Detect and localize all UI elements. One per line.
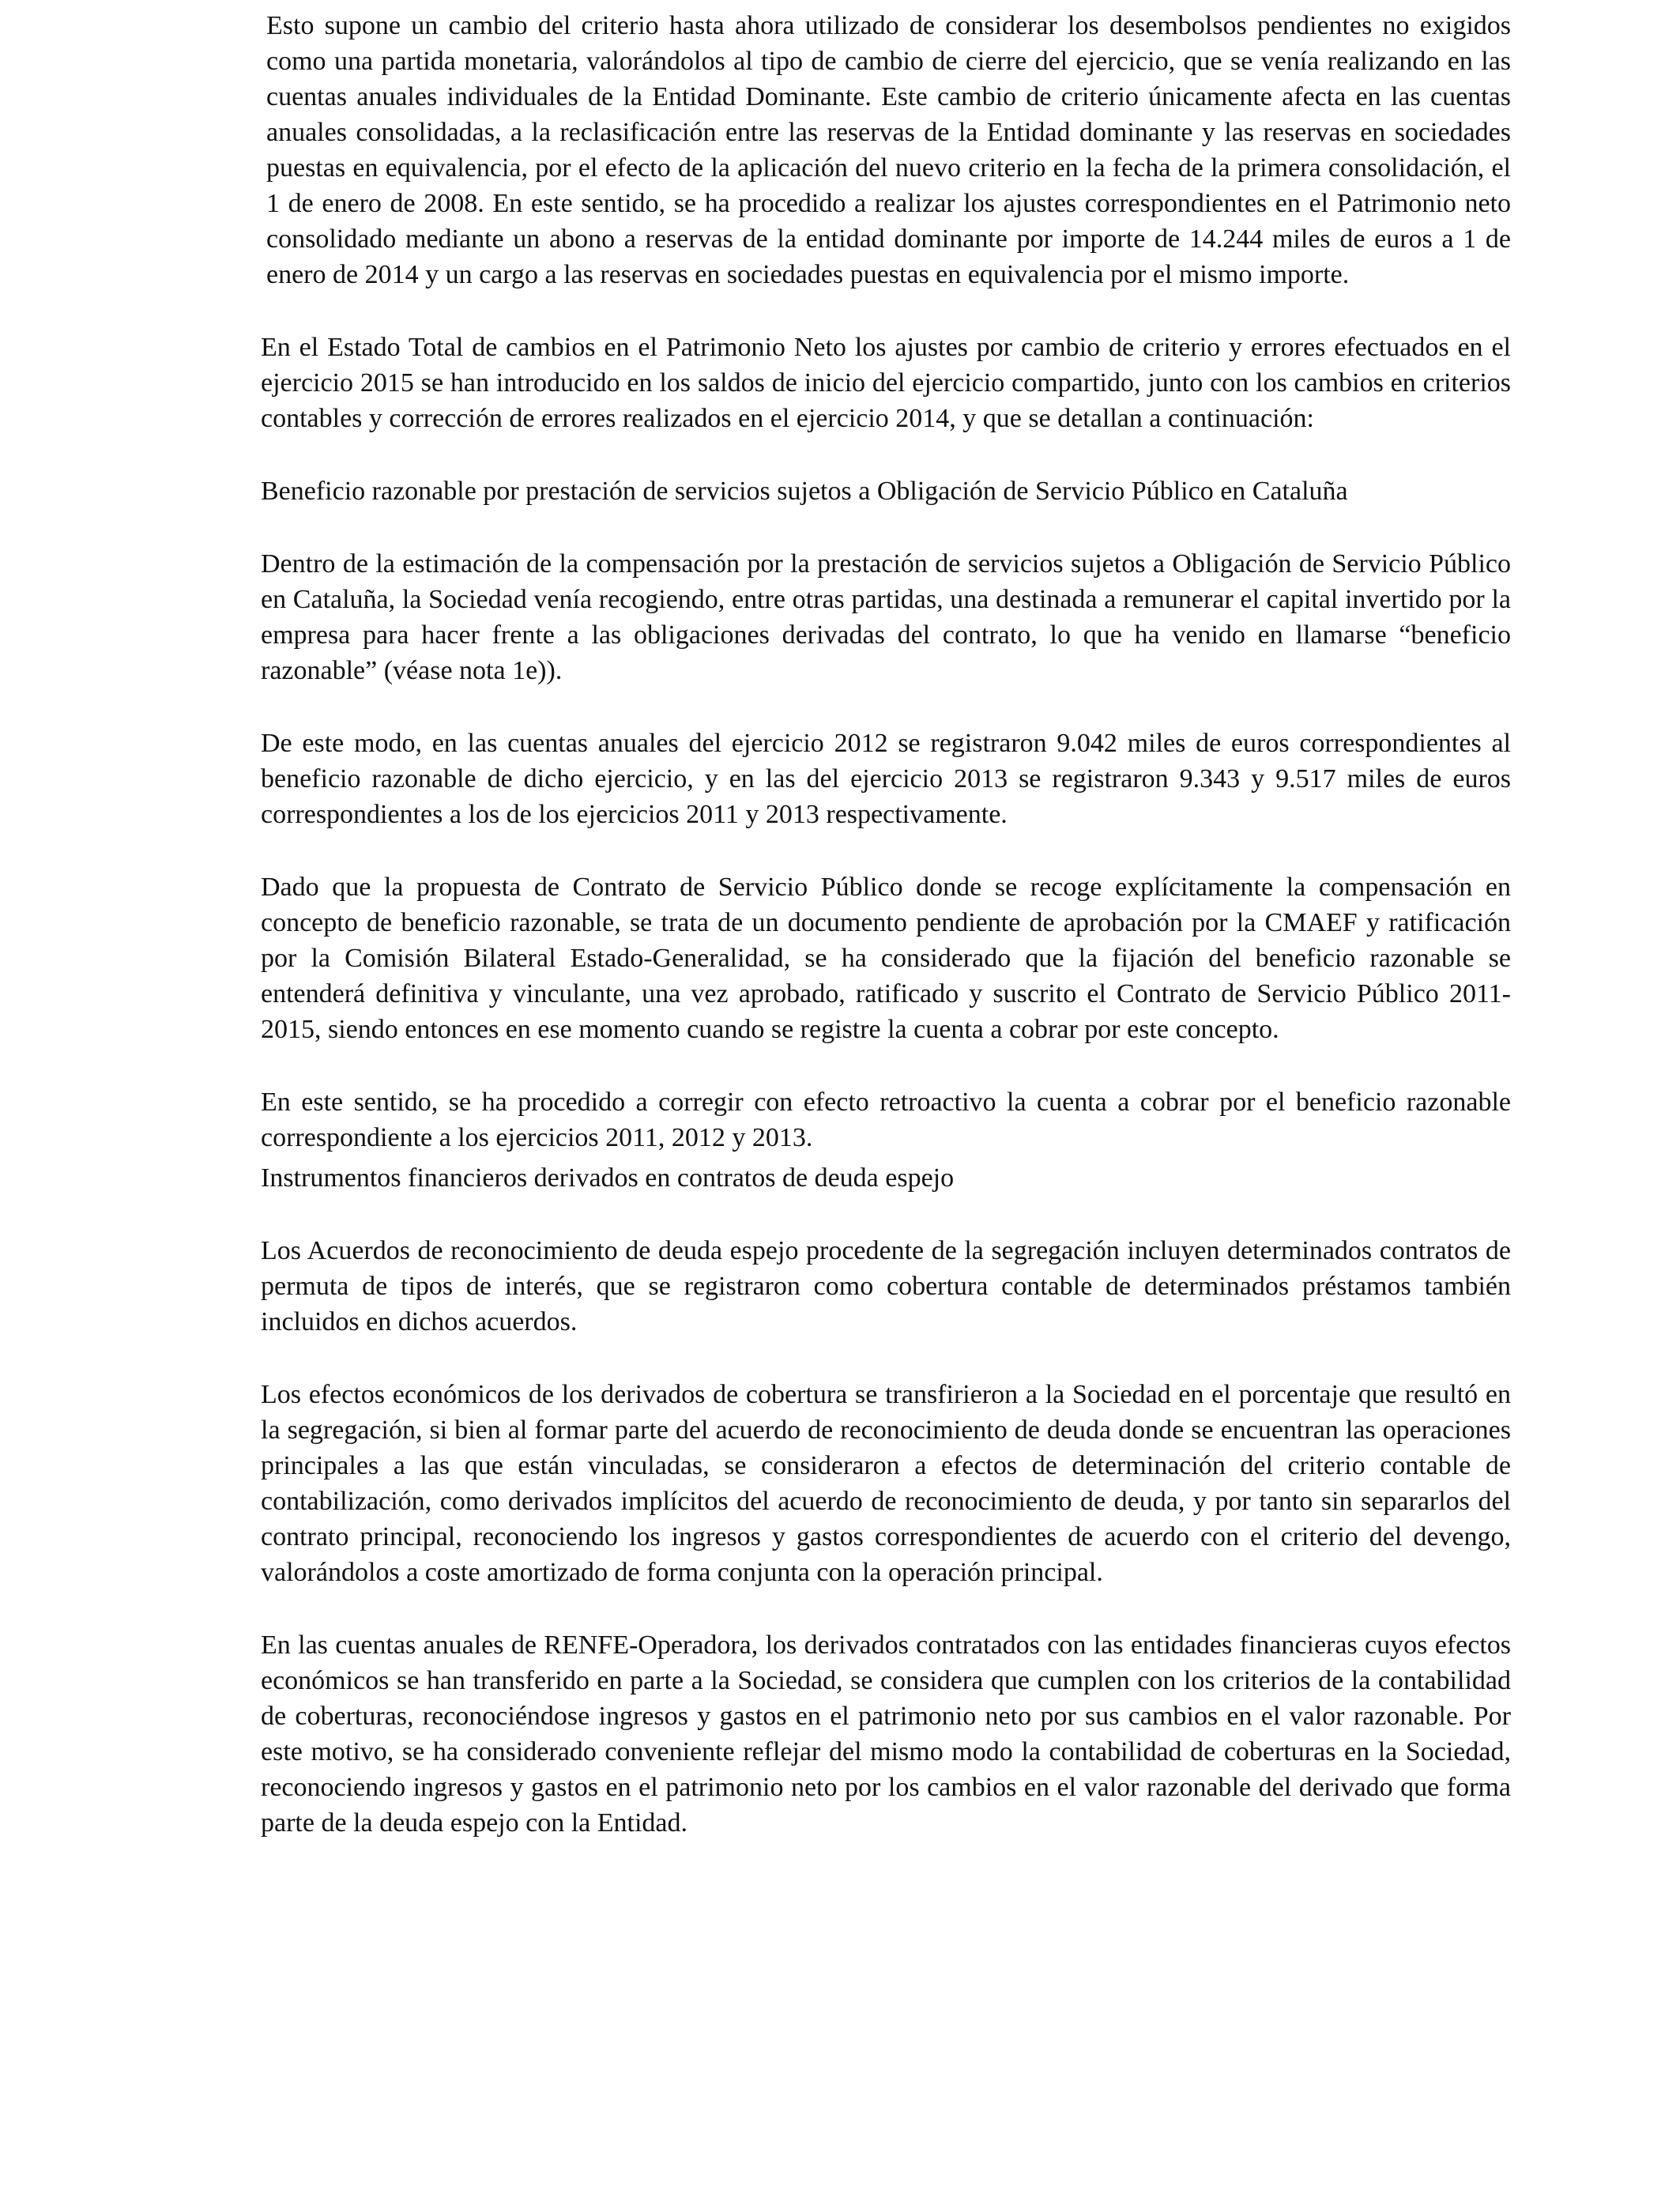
heading-beneficio-razonable: Beneficio razonable por prestación de servicios sujetos a Obligación de Servicio Público en Cataluña (261, 477, 1348, 506)
paragraph-estimacion-compensacion: Dentro de la estimación de la compensación por la prestación de servicios sujetos a Obligación de Servicio Público en Cataluña, la Sociedad venía recogiendo, entre otras partidas, una destinada a remunerar el capital invertido por la empresa para hacer frente a las obligaciones derivadas del contrato, lo que ha venido en llamarse “beneficio razonable” (véase nota 1e)). (261, 549, 1511, 685)
document-body (261, 8, 1511, 1841)
paragraph-contrato-servicio-publico: Dado que la propuesta de Contrato de Servicio Público donde se recoge explícitamente la compensación en concepto de beneficio razonable, se trata de un documento pendiente de aprobación por la CMAEF y ratificación por la Comisión Bilateral Estado-Generalidad, se ha considerado que la fijación del beneficio razonable se entenderá definitiva y vinculante, una vez aprobado, ratificado y suscrito el Contrato de Servicio Público 2011-2015, siendo entonces en ese momento cuando se registre la cuenta a cobrar por este concepto. (261, 873, 1511, 1044)
paragraph-criterio-desembolsos: Esto supone un cambio del criterio hasta ahora utilizado de considerar los desembolsos pendientes no exigidos como una partida monetaria, valorándolos al tipo de cambio de cierre del ejercicio, que se venía realizando en las cuentas anuales individuales de la Entidad Dominante. Este cambio de criterio únicamente afecta en las cuentas anuales consolidadas, a la reclasificación entre las reservas de la Entidad dominante y las reservas en sociedades puestas en equivalencia, por el efecto de la aplicación del nuevo criterio en la fecha de la primera consolidación, el 1 de enero de 2008. En este sentido, se ha procedido a realizar los ajustes correspondientes en el Patrimonio neto consolidado mediante un abono a reservas de la entidad dominante por importe de 14.244 miles de euros a 1 de enero de 2014 y un cargo a las reservas en sociedades puestas en equivalencia por el mismo importe. (266, 11, 1511, 289)
paragraph-efectos-derivados: Los efectos económicos de los derivados de cobertura se transfirieron a la Sociedad en el porcentaje que resultó en la segregación, si bien al formar parte del acuerdo de reconocimiento de deuda donde se encuentran las operaciones principales a las que están vinculadas, se consideraron a efectos de determinación del criterio contable de contabilización, como derivados implícitos del acuerdo de reconocimiento de deuda, y por tanto sin separarlos del contrato principal, reconociendo los ingresos y gastos correspondientes de acuerdo con el criterio del devengo, valorándolos a coste amortizado de forma conjunta con la operación principal. (261, 1380, 1511, 1587)
paragraph-acuerdos-deuda-espejo: Los Acuerdos de reconocimiento de deuda espejo procedente de la segregación incluyen determinados contratos de permuta de tipos de interés, que se registraron como cobertura contable de determinados préstamos también incluidos en dichos acuerdos. (261, 1236, 1511, 1336)
paragraph-renfe-operadora: En las cuentas anuales de RENFE-Operadora, los derivados contratados con las entidades financieras cuyos efectos económicos se han transferido en parte a la Sociedad, se considera que cumplen con los criterios de la contabilidad de coberturas, reconociéndose ingresos y gastos en el patrimonio neto por sus cambios en el valor razonable. Por este motivo, se ha considerado conveniente reflejar del mismo modo la contabilidad de coberturas en la Sociedad, reconociendo ingresos y gastos en el patrimonio neto por los cambios en el valor razonable del derivado que forma parte de la deuda espejo con la Entidad. (261, 1630, 1511, 1838)
heading-instrumentos-financieros: Instrumentos financieros derivados en contratos de deuda espejo (261, 1163, 955, 1193)
paragraph-cuentas-anuales-2012: De este modo, en las cuentas anuales del ejercicio 2012 se registraron 9.042 miles de euros correspondientes al beneficio razonable de dicho ejercicio, y en las del ejercicio 2013 se registraron 9.343 y 9.517 miles de euros correspondientes a los de los ejercicios 2011 y 2013 respectivamente. (261, 729, 1511, 829)
paragraph-estado-total-cambios: En el Estado Total de cambios en el Patrimonio Neto los ajustes por cambio de criterio y errores efectuados en el ejercicio 2015 se han introducido en los saldos de inicio del ejercicio compartido, junto con los cambios en criterios contables y corrección de errores realizados en el ejercicio 2014, y que se detallan a continuación: (261, 333, 1511, 433)
paragraph-correccion-retroactiva: En este sentido, se ha procedido a corregir con efecto retroactivo la cuenta a cobrar por el beneficio razonable correspondiente a los ejercicios 2011, 2012 y 2013. (261, 1088, 1511, 1152)
